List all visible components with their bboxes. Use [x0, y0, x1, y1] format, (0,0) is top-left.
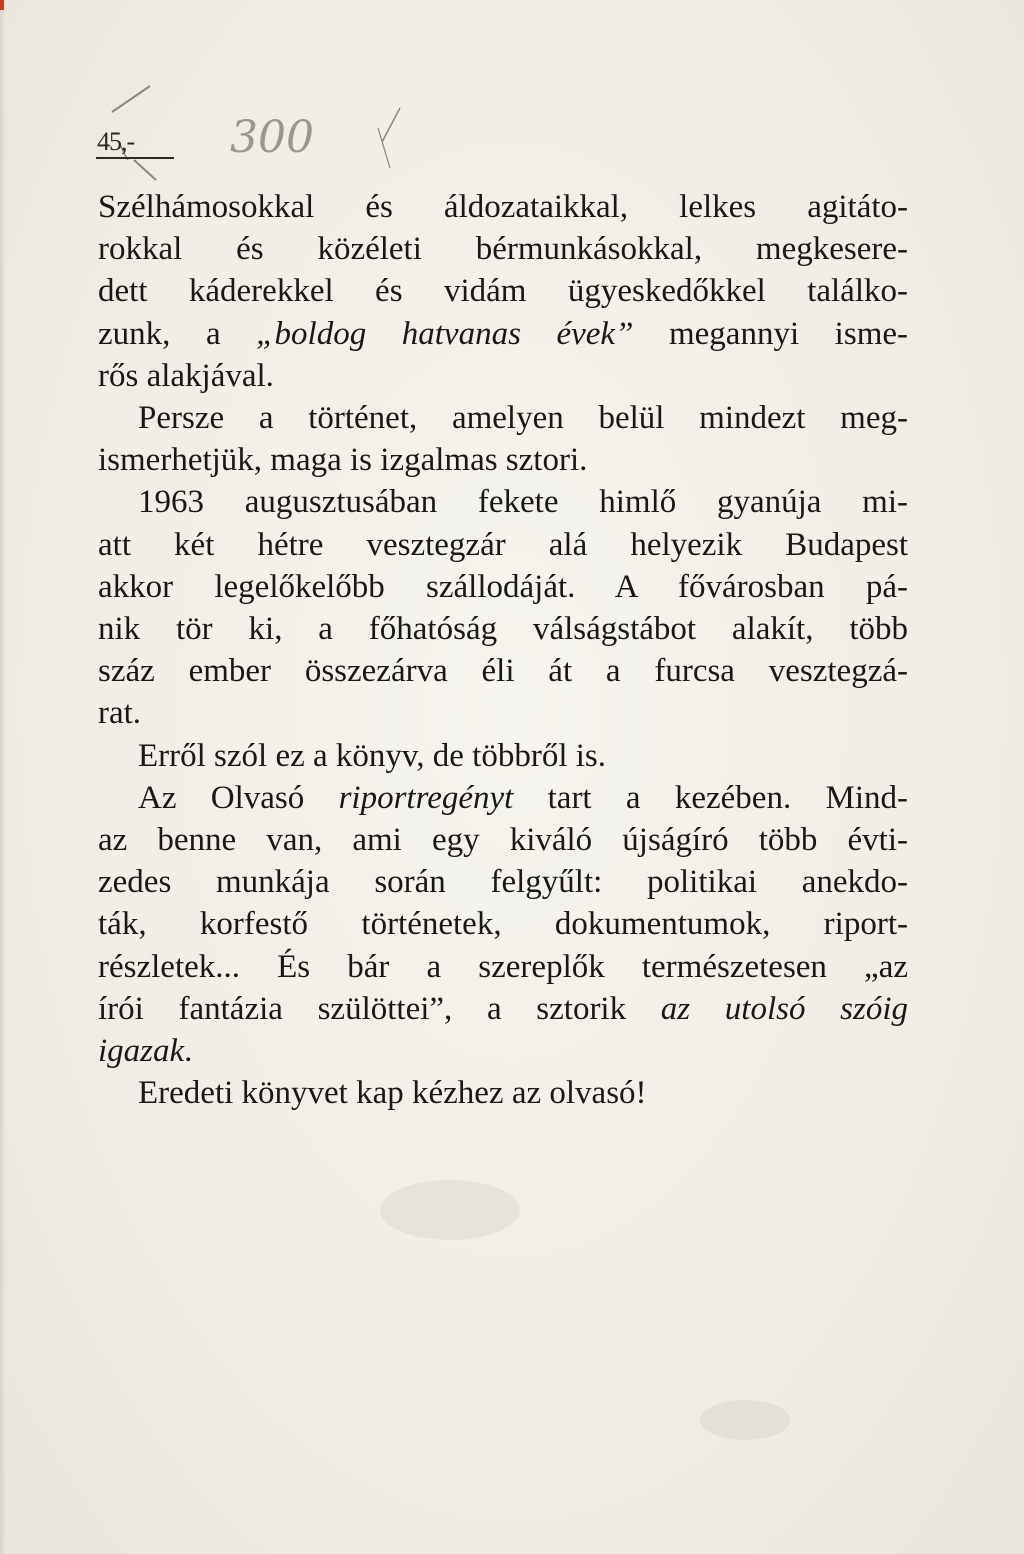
paper-stain — [700, 1400, 790, 1440]
text-line: Erről szól ez a könyv, de többről is. — [138, 737, 606, 774]
corner-red-mark — [0, 0, 4, 10]
text-line: száz ember összezárva éli át a furcsa vesztegzá- — [98, 653, 908, 690]
price-underline — [96, 157, 174, 159]
text-line: ták, korfestő történetek, dokumentumok, riport- — [98, 906, 908, 943]
paragraph — [98, 397, 908, 481]
paragraph — [98, 481, 908, 734]
text-line: részletek... És bár a szereplők természetesen „az — [98, 948, 908, 985]
text-line: az benne van, ami egy kiváló újságíró több évti- — [98, 822, 908, 859]
paragraph — [98, 1072, 908, 1114]
text-line: Szélhámosokkal és áldozataikkal, lelkes agitáto- — [98, 189, 908, 225]
handwritten-number: 300 — [230, 112, 314, 163]
text-line: rat. — [98, 695, 142, 732]
paragraph — [98, 777, 908, 1072]
text-line: nik tör ki, a főhatóság válságstábot alakít, több — [98, 611, 908, 648]
page-edge-shadow — [0, 0, 6, 1554]
text-line: rős alakjával. — [98, 357, 274, 394]
text-line: 1963 augusztusában fekete himlő gyanúja mi- — [138, 484, 908, 521]
paragraph — [98, 735, 908, 777]
paragraph — [98, 186, 908, 397]
text-line: igazak. — [98, 1033, 193, 1070]
text-line: rokkal és közéleti bérmunkásokkal, megkesere- — [98, 231, 908, 268]
text-line: Az Olvasó riportregényt tart a kezében. Mind- — [138, 779, 908, 816]
text-line: írói fantázia szülöttei”, a sztorik az utolsó szóig — [98, 990, 908, 1027]
text-line: Eredeti könyvet kap kézhez az olvasó! — [138, 1075, 647, 1112]
italic-phrase: az utolsó szóig — [660, 990, 908, 1027]
price-label: 45,- — [97, 127, 135, 156]
paper-stain — [380, 1180, 520, 1240]
text-line: att két hétre vesztegzár alá helyezik Budapest — [98, 526, 908, 563]
italic-phrase: „boldog hatvanas évek” — [256, 315, 634, 352]
italic-phrase: riportregényt — [338, 779, 514, 816]
text-line: zunk, a „boldog hatvanas évek” megannyi isme- — [98, 315, 908, 352]
text-line: zedes munkája során felgyűlt: politikai anekdo- — [98, 864, 908, 901]
blurb-text — [98, 186, 908, 1114]
text-line: ismerhetjük, maga is izgalmas sztori. — [98, 442, 588, 479]
text-line: akkor legelőkelőbb szállodáját. A fővárosban pá- — [98, 568, 908, 605]
text-line: dett káderekkel és vidám ügyeskedőkkel találko- — [98, 273, 908, 310]
text-line: Persze a történet, amelyen belül mindezt meg- — [138, 400, 908, 437]
italic-phrase: igazak — [98, 1033, 185, 1070]
